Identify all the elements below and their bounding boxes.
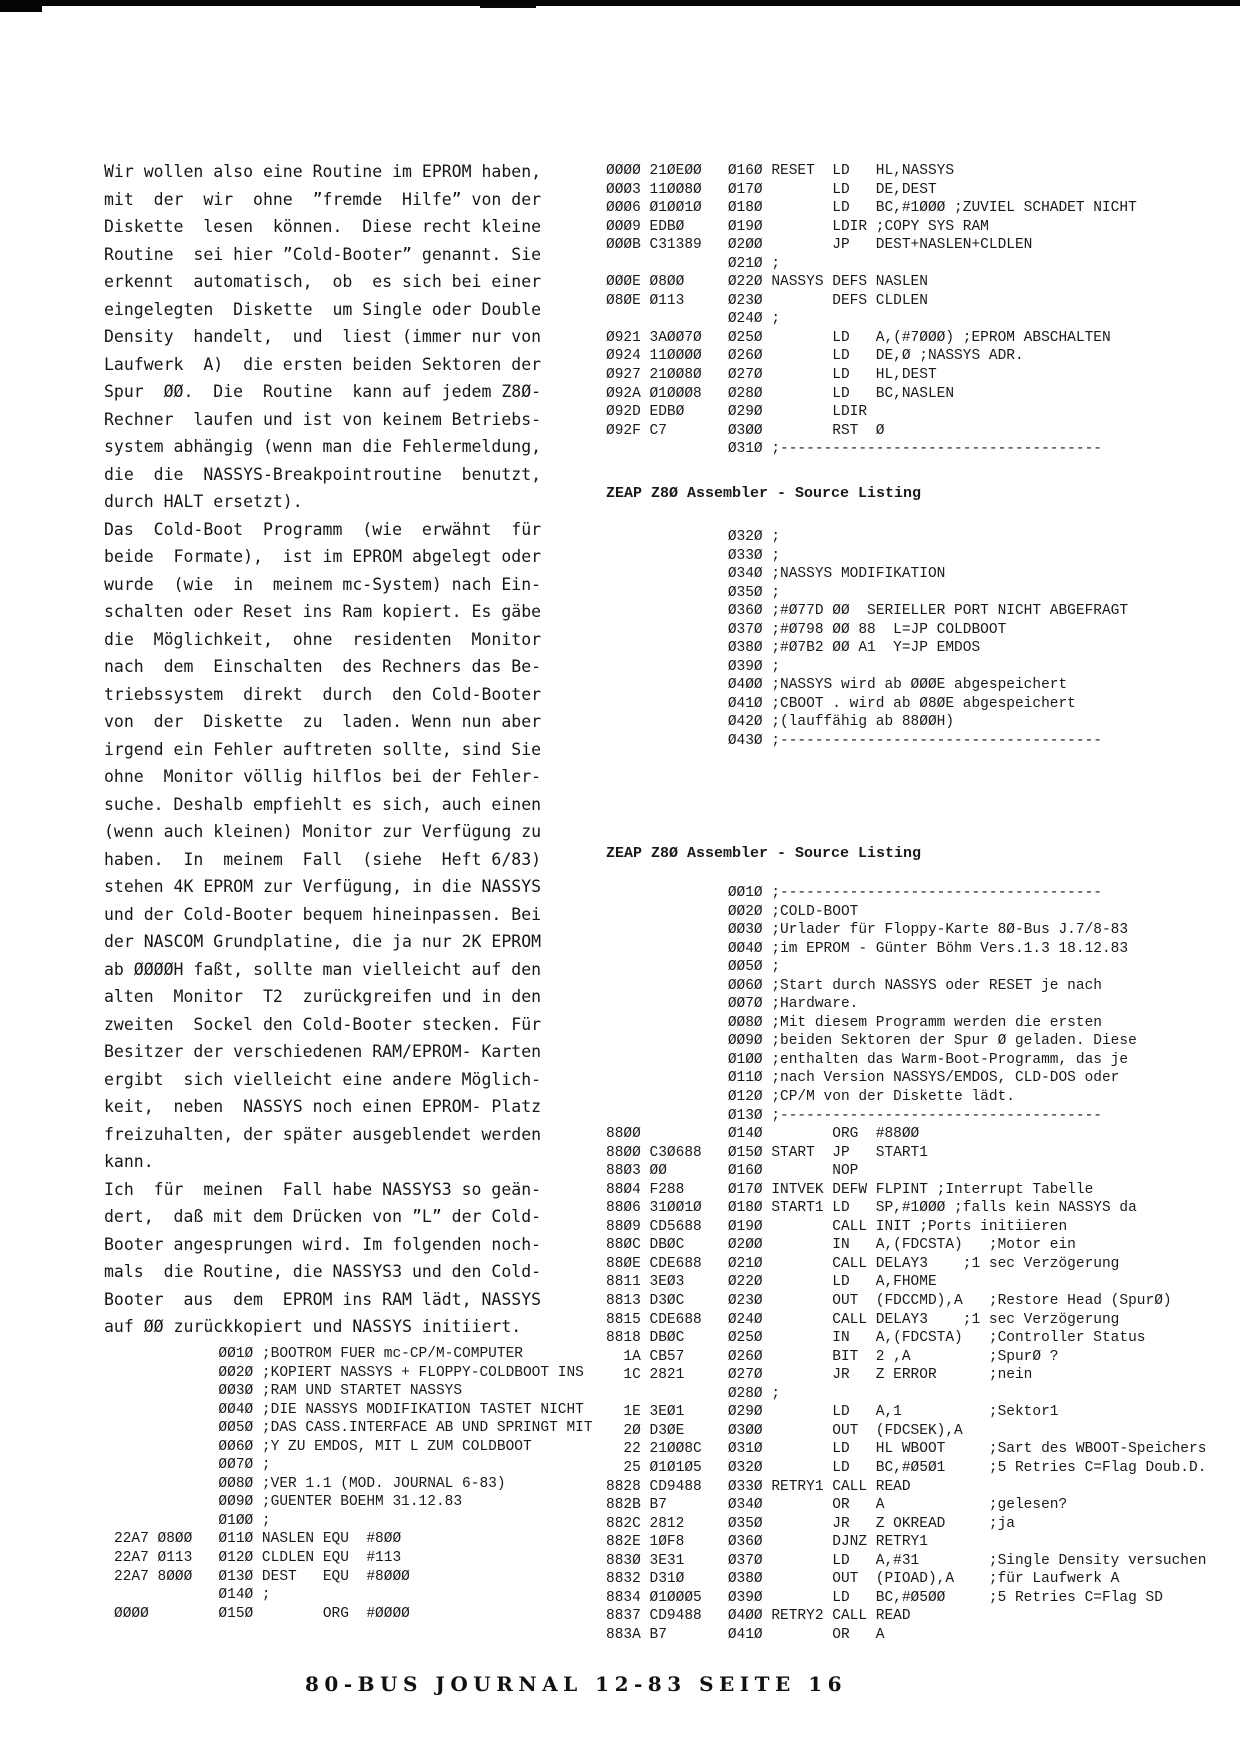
listing-line: ØØ3Ø ;Urlader für Floppy-Karte 8Ø-Bus J.7/8-83	[606, 922, 1129, 939]
listing-line: ØØ2Ø ;COLD-BOOT	[606, 903, 859, 920]
listing-line: ØØ6Ø ;Y ZU EMDOS, MIT L ZUM COLDBOOT	[114, 1438, 532, 1455]
listing-line: 25 Ø1Ø1Ø5 Ø32Ø LD BC,#Ø5Ø1 ;5 Retries C=Flag Doub.D.	[606, 1459, 1207, 1476]
article-text-line: die die NASSYS-Breakpointroutine benutzt,	[104, 464, 542, 484]
article-text-line: die Möglichkeit, ohne residenten Monitor	[104, 629, 542, 649]
article-paragraph-2	[104, 516, 556, 1176]
listing-line: Ø31Ø ;-------------------------------------	[606, 441, 1102, 458]
listing-line: Ø927 21ØØ8Ø Ø27Ø LD HL,DEST	[606, 367, 937, 384]
article-text-line: Ich für meinen Fall habe NASSYS3 so geän-	[104, 1179, 542, 1199]
assembler-listing-bootrom	[114, 1345, 593, 1623]
article-text-line: Wir wollen also eine Routine im EPROM haben,	[104, 162, 542, 181]
listing-line: 2Ø D3ØE Ø3ØØ OUT (FDCSEK),A	[606, 1422, 963, 1439]
listing-line: ØØØ9 EDBØ Ø19Ø LDIR ;COPY SYS RAM	[606, 218, 989, 235]
zeap-listing-header-2: ZEAP Z8Ø Assembler - Source Listing	[606, 845, 922, 862]
listing-line: 882E 1ØF8 Ø36Ø DJNZ RETRY1	[606, 1534, 928, 1551]
listing-line: Ø32Ø ;	[606, 529, 781, 545]
listing-line: 8832 D31Ø Ø38Ø OUT (PIOAD),A ;für Laufwerk A	[606, 1571, 1120, 1588]
listing-line: Ø92F C7 Ø3ØØ RST Ø	[606, 422, 885, 439]
listing-line: 88Ø3 ØØ Ø16Ø NOP	[606, 1163, 859, 1180]
listing-line: ØØ3Ø ;RAM UND STARTET NASSYS	[114, 1383, 463, 1400]
article-text-line: auf ØØ zurückkopiert und NASSYS initiiert.	[104, 1317, 522, 1336]
article-text-line: Booter angesprungen wird. Im folgenden noch-	[104, 1234, 542, 1254]
listing-line: 882B B7 Ø34Ø OR A ;gelesen?	[606, 1497, 1068, 1514]
article-text-line: zweiten Sockel den Cold-Booter stecken. Für	[104, 1014, 542, 1034]
listing-line: 22A7 Ø113 Ø12Ø CLDLEN EQU #113	[114, 1550, 402, 1567]
article-text-line: wurde (wie in meinem mc-System) nach Ein-	[104, 574, 542, 594]
listing-line: ØØ2Ø ;KOPIERT NASSYS + FLOPPY-COLDBOOT INS	[114, 1364, 584, 1381]
scan-artifact-top-mark	[480, 4, 536, 8]
article-text-line: Besitzer der verschiedenen RAM/EPROM- Karten	[104, 1042, 542, 1061]
listing-line: ØØØE Ø8ØØ Ø22Ø NASSYS DEFS NASLEN	[606, 274, 928, 291]
article-paragraph-3	[104, 1176, 556, 1341]
article-text-line: triebssystem direkt durch den Cold-Booter	[104, 684, 542, 704]
scan-artifact-top-bar	[0, 0, 1240, 6]
article-text-line: der NASCOM Grundplatine, die ja nur 2K EPROM	[104, 932, 542, 951]
listing-line: 88ØØ C3Ø688 Ø15Ø START JP START1	[606, 1144, 928, 1161]
listing-line: Ø35Ø ;	[606, 584, 781, 601]
listing-line: 8834 Ø1ØØØ5 Ø39Ø LD BC,#Ø5ØØ ;5 Retries C=Flag SD	[606, 1589, 1163, 1606]
listing-line: 883Ø 3E31 Ø37Ø LD A,#31 ;Single Density versuchen	[606, 1552, 1207, 1569]
article-paragraph-1	[104, 158, 556, 516]
listing-line: 22 21ØØ8C Ø31Ø LD HL WBOOT ;Sart des WBOOT-Speichers	[606, 1441, 1207, 1458]
listing-line: Ø14Ø ;	[114, 1587, 271, 1604]
article-text-line: irgend ein Fehler auftreten sollte, sind Sie	[104, 739, 542, 759]
article-text-line: freizuhalten, der später ausgeblendet werden	[104, 1124, 542, 1144]
listing-line: 8815 CDE688 Ø24Ø CALL DELAY3 ;1 sec Verzögerung	[606, 1311, 1120, 1328]
article-body	[104, 158, 556, 1341]
listing-line: 883A B7 Ø41Ø OR A	[606, 1626, 885, 1643]
article-text-line: nach dem Einschalten des Rechners das Be-	[104, 657, 542, 676]
article-text-line: haben. In meinem Fall (siehe Heft 6/83)	[104, 849, 542, 869]
listing-line: 88ØC DBØC Ø2ØØ IN A,(FDCSTA) ;Motor ein	[606, 1237, 1076, 1254]
listing-line: Ø1ØØ ;	[114, 1512, 271, 1529]
article-text-line: eingelegten Diskette um Single oder Double	[104, 299, 542, 319]
article-text-line: Booter aus dem EPROM ins RAM lädt, NASSYS	[104, 1289, 542, 1309]
article-text-line: Rechner laufen und ist von keinem Betriebs-	[104, 409, 542, 429]
article-text-line: Laufwerk A) die ersten beiden Sektoren der	[104, 354, 542, 374]
listing-line: Ø8ØE Ø113 Ø23Ø DEFS CLDLEN	[606, 292, 928, 309]
listing-line: ØØ5Ø ;DAS CASS.INTERFACE AB UND SPRINGT MIT	[114, 1420, 593, 1437]
listing-line: 88ØE CDE688 Ø21Ø CALL DELAY3 ;1 sec Verzögerung	[606, 1255, 1120, 1272]
listing-line: Ø11Ø ;nach Version NASSYS/EMDOS, CLD-DOS oder	[606, 1070, 1120, 1087]
article-text-line: Das Cold-Boot Programm (wie erwähnt für	[104, 519, 542, 539]
listing-line: Ø92A Ø1ØØØ8 Ø28Ø LD BC,NASLEN	[606, 385, 955, 402]
listing-line: 88Ø9 CD5688 Ø19Ø CALL INIT ;Ports initiieren	[606, 1218, 1068, 1235]
listing-line: ØØØØ Ø15Ø ORG #ØØØØ	[114, 1605, 410, 1622]
listing-line: Ø34Ø ;NASSYS MODIFIKATION	[606, 566, 946, 583]
listing-line: 1E 3EØ1 Ø29Ø LD A,1 ;Sektor1	[606, 1404, 1059, 1421]
listing-line: 8811 3EØ3 Ø22Ø LD A,FHOME	[606, 1274, 937, 1291]
listing-line: ØØ5Ø ;	[606, 959, 781, 976]
listing-line: 1A CB57 Ø26Ø BIT 2 ,A ;SpurØ ?	[606, 1348, 1059, 1365]
listing-line: ØØØB C31389 Ø2ØØ JP DEST+NASLEN+CLDLEN	[606, 237, 1033, 254]
article-text-line: schalten oder Reset ins Ram kopiert. Es gäbe	[104, 602, 542, 621]
scan-artifact-corner-blob	[0, 0, 42, 12]
assembler-listing-nassys-modification	[606, 528, 1128, 751]
listing-line: ØØ1Ø ;BOOTROM FUER mc-CP/M-COMPUTER	[114, 1346, 523, 1362]
listing-line: 8828 CD9488 Ø33Ø RETRY1 CALL READ	[606, 1478, 911, 1495]
listing-line: 88Ø6 31ØØ1Ø Ø18Ø START1 LD SP,#1ØØØ ;falls kein NASSYS da	[606, 1200, 1137, 1217]
listing-line: 88Ø4 F288 Ø17Ø INTVEK DEFW FLPINT ;Interrupt Tabelle	[606, 1181, 1094, 1198]
article-text-line: beide Formate), ist im EPROM abgelegt oder	[104, 547, 542, 566]
listing-line: Ø36Ø ;#Ø77D ØØ SERIELLER PORT NICHT ABGEFRAGT	[606, 603, 1129, 620]
listing-line: Ø4ØØ ;NASSYS wird ab ØØØE abgespeichert	[606, 677, 1068, 694]
listing-line: ØØ4Ø ;DIE NASSYS MODIFIKATION TASTET NICHT	[114, 1401, 584, 1418]
listing-line: 22A7 Ø8ØØ Ø11Ø NASLEN EQU #8ØØ	[114, 1531, 402, 1548]
article-text-line: Diskette lesen können. Diese recht kleine	[104, 217, 542, 236]
article-text-line: suche. Deshalb empfiehlt es sich, auch einen	[104, 794, 542, 814]
article-text-line: Routine sei hier ”Cold-Booter” genannt. Sie	[104, 244, 542, 264]
listing-line: 882C 2812 Ø35Ø JR Z OKREAD ;ja	[606, 1515, 1015, 1532]
listing-line: Ø21Ø ;	[606, 255, 781, 272]
listing-line: Ø33Ø ;	[606, 547, 781, 564]
article-text-line: (wenn auch kleinen) Monitor zur Verfügung zu	[104, 822, 542, 841]
listing-line: ØØØ3 11ØØ8Ø Ø17Ø LD DE,DEST	[606, 181, 937, 198]
listing-line: ØØ7Ø ;Hardware.	[606, 996, 859, 1013]
article-text-line: Density handelt, und liest (immer nur von	[104, 327, 542, 346]
article-text-line: ab ØØØØH faßt, sollte man vielleicht auf den	[104, 959, 542, 979]
article-text-line: Spur ØØ. Die Routine kann auf jedem Z8Ø-	[104, 382, 542, 401]
page-footer: 80-BUS JOURNAL 12-83 SEITE 16	[305, 1672, 848, 1696]
assembler-listing-reset-routine	[606, 162, 1137, 459]
listing-line: ØØ1Ø ;-------------------------------------	[606, 885, 1102, 901]
listing-line: Ø12Ø ;CP/M von der Diskette lädt.	[606, 1089, 1015, 1106]
listing-line: 88ØØ Ø14Ø ORG #88ØØ	[606, 1126, 920, 1143]
listing-line: Ø41Ø ;CBOOT . wird ab Ø8ØE abgespeichert	[606, 695, 1076, 712]
listing-line: 8837 CD9488 Ø4ØØ RETRY2 CALL READ	[606, 1608, 911, 1625]
listing-line: ØØ7Ø ;	[114, 1457, 271, 1474]
listing-line: Ø924 11ØØØØ Ø26Ø LD DE,Ø ;NASSYS ADR.	[606, 348, 1024, 365]
article-text-line: erkennt automatisch, ob es sich bei einer	[104, 272, 542, 291]
article-text-line: system abhängig (wenn man die Fehlermeldung,	[104, 437, 542, 456]
listing-line: ØØØ6 Ø1ØØ1Ø Ø18Ø LD BC,#1ØØØ ;ZUVIEL SCHADET NICHT	[606, 200, 1137, 217]
listing-line: ØØ8Ø ;Mit diesem Programm werden die ersten	[606, 1014, 1102, 1031]
article-text-line: und der Cold-Booter bequem hineinpassen. Bei	[104, 904, 542, 924]
article-text-line: mals die Routine, die NASSYS3 und den Cold-	[104, 1262, 542, 1281]
listing-line: 8818 DBØC Ø25Ø IN A,(FDCSTA) ;Controller Status	[606, 1330, 1146, 1347]
listing-line: Ø38Ø ;#Ø7B2 ØØ A1 Y=JP EMDOS	[606, 640, 981, 657]
listing-line: ØØØØ 21ØEØØ Ø16Ø RESET LD HL,NASSYS	[606, 163, 955, 179]
listing-line: Ø921 3AØØ7Ø Ø25Ø LD A,(#7ØØØ) ;EPROM ABSCHALTEN	[606, 329, 1111, 346]
listing-line: ØØ4Ø ;im EPROM - Günter Böhm Vers.1.3 18.12.83	[606, 940, 1129, 957]
listing-line: Ø28Ø ;	[606, 1385, 781, 1402]
listing-line: 22A7 8ØØØ Ø13Ø DEST EQU #8ØØØ	[114, 1568, 410, 1585]
article-text-line: mit der wir ohne ”fremde Hilfe” von der	[104, 189, 542, 209]
listing-line: ØØ9Ø ;GUENTER BOEHM 31.12.83	[114, 1494, 463, 1511]
listing-line: 1C 2821 Ø27Ø JR Z ERROR ;nein	[606, 1367, 1033, 1384]
article-text-line: keit, neben NASSYS noch einen EPROM- Platz	[104, 1097, 542, 1116]
listing-line: Ø13Ø ;-------------------------------------	[606, 1107, 1102, 1124]
article-text-line: kann.	[104, 1152, 154, 1171]
article-text-line: alten Monitor T2 zurückgreifen und in den	[104, 987, 542, 1006]
article-text-line: ohne Monitor völlig hilflos bei der Fehler-	[104, 767, 542, 786]
listing-line: Ø42Ø ;(lauffähig ab 88ØØH)	[606, 714, 955, 731]
listing-line: Ø24Ø ;	[606, 311, 781, 328]
listing-line: Ø37Ø ;#Ø798 ØØ 88 L=JP COLDBOOT	[606, 621, 1007, 638]
listing-line: Ø43Ø ;-------------------------------------	[606, 733, 1102, 750]
listing-line: ØØ9Ø ;beiden Sektoren der Spur Ø geladen. Diese	[606, 1033, 1137, 1050]
listing-line: 8813 D3ØC Ø23Ø OUT (FDCCMD),A ;Restore Head (SpurØ)	[606, 1293, 1172, 1310]
listing-line: ØØ8Ø ;VER 1.1 (MOD. JOURNAL 6-83)	[114, 1475, 506, 1492]
listing-line: Ø92D EDBØ Ø29Ø LDIR	[606, 404, 868, 421]
article-text-line: von der Diskette zu laden. Wenn nun aber	[104, 712, 542, 731]
assembler-listing-cold-boot	[606, 884, 1206, 1644]
article-text-line: ergibt sich vielleicht eine andere Möglich-	[104, 1069, 542, 1089]
zeap-listing-header-1: ZEAP Z8Ø Assembler - Source Listing	[606, 485, 922, 502]
listing-line: Ø39Ø ;	[606, 658, 781, 675]
article-text-line: stehen 4K EPROM zur Verfügung, in die NASSYS	[104, 877, 542, 896]
listing-line: Ø1ØØ ;enthalten das Warm-Boot-Programm, das je	[606, 1051, 1129, 1068]
article-text-line: durch HALT ersetzt).	[104, 492, 303, 511]
listing-line: ØØ6Ø ;Start durch NASSYS oder RESET je nach	[606, 977, 1102, 994]
article-text-line: dert, daß mit dem Drücken von ”L” der Cold-	[104, 1207, 542, 1226]
